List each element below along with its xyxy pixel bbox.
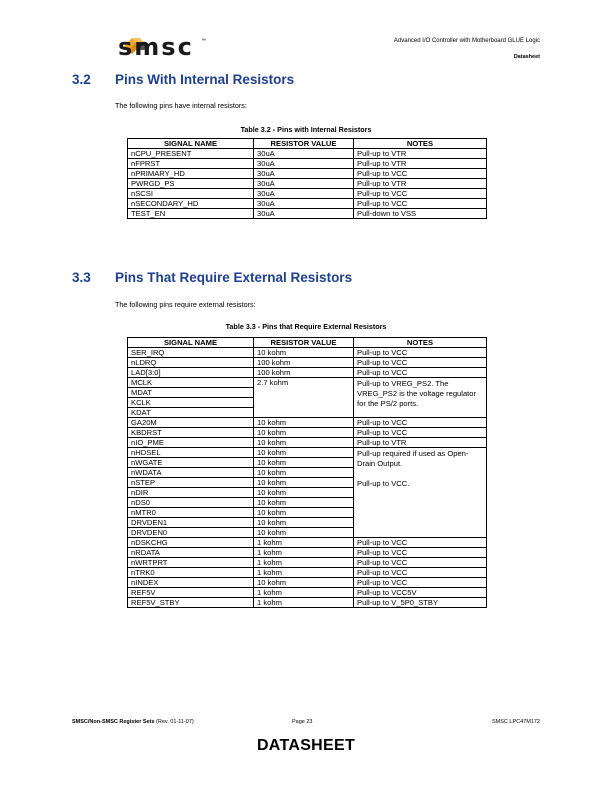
- column-header: SIGNAL NAME: [128, 139, 254, 149]
- table-cell: nFPRST: [128, 159, 254, 169]
- table-cell: nHDSEL: [128, 448, 254, 458]
- table-caption: Table 3.3 - Pins that Require External Resistors: [225, 322, 387, 331]
- table-cell: 10 kohm: [254, 498, 354, 508]
- table-cell: KCLK: [128, 398, 254, 408]
- table-cell: nDIR: [128, 488, 254, 498]
- table-cell: Pull-up to VCC: [354, 558, 487, 568]
- table-cell: REF5V_STBY: [128, 598, 254, 608]
- table-cell: 10 kohm: [254, 348, 354, 358]
- table-row: [128, 209, 487, 219]
- table-cell: 1 kohm: [254, 538, 354, 548]
- table-cell: 10 kohm: [254, 528, 354, 538]
- table-cell: nIO_PME: [128, 438, 254, 448]
- table-cell: 30uA: [254, 159, 354, 169]
- table-cell: 2.7 kohm: [254, 378, 354, 418]
- table-cell: Pull-up to VCC: [354, 189, 487, 199]
- table-cell: nSTEP: [128, 478, 254, 488]
- external-resistors-table: [127, 337, 487, 608]
- table-cell: DRVDEN0: [128, 528, 254, 538]
- table-cell: 30uA: [254, 149, 354, 159]
- footer-section-name: SMSC/Non-SMSC Register Sets: [72, 719, 155, 725]
- column-header: RESISTOR VALUE: [254, 338, 354, 348]
- table-cell: nDSKCHG: [128, 538, 254, 548]
- section-intro: The following pins have internal resistors:: [115, 101, 247, 110]
- table-cell: PWRGD_PS: [128, 179, 254, 189]
- table-cell: 10 kohm: [254, 488, 354, 498]
- table-cell: SER_IRQ: [128, 348, 254, 358]
- table-cell: 30uA: [254, 189, 354, 199]
- footer-register-sets: [72, 719, 194, 725]
- section-title: Pins With Internal Resistors: [115, 72, 295, 87]
- table-cell: Pull-up to V_5P0_STBY: [354, 598, 487, 608]
- table-cell: 100 kohm: [254, 368, 354, 378]
- table-cell: 1 kohm: [254, 558, 354, 568]
- table-cell: nWGATE: [128, 458, 254, 468]
- table-cell: nLDRQ: [128, 358, 254, 368]
- table-cell: nRDATA: [128, 548, 254, 558]
- table-row: [128, 149, 487, 159]
- table-cell: 10 kohm: [254, 518, 354, 528]
- notes-cell: Pull-up to VREG_PS2. The VREG_PS2 is the voltage regulator for the PS/2 ports.: [354, 378, 487, 418]
- table-cell: 10 kohm: [254, 448, 354, 458]
- table-cell: Pull-down to VSS: [354, 209, 487, 219]
- note-pullup-vcc: Pull-up to VCC.: [357, 479, 410, 488]
- table-cell: Pull-up to VCC: [354, 348, 487, 358]
- table-cell: 30uA: [254, 179, 354, 189]
- table-cell: Pull-up to VTR: [354, 438, 487, 448]
- notes-cell: [354, 448, 487, 538]
- table-row: [128, 348, 487, 358]
- table-cell: nPRIMARY_HD: [128, 169, 254, 179]
- table-row: [128, 159, 487, 169]
- table-row: [128, 558, 487, 568]
- table-caption: Table 3.2 - Pins with Internal Resistors: [240, 125, 372, 134]
- column-header: SIGNAL NAME: [128, 338, 254, 348]
- table-cell: nSCSI: [128, 189, 254, 199]
- page-number: Page 23: [292, 719, 313, 725]
- note-spacer: [357, 469, 483, 479]
- table-cell: nWRTPRT: [128, 558, 254, 568]
- table-cell: LAD[3:0]: [128, 368, 254, 378]
- table-cell: 30uA: [254, 209, 354, 219]
- table-cell: Pull-up to VCC: [354, 548, 487, 558]
- table-cell: 10 kohm: [254, 468, 354, 478]
- table-cell: Pull-up to VCC: [354, 428, 487, 438]
- table-row: [128, 418, 487, 428]
- table-cell: Pull-up to VCC: [354, 418, 487, 428]
- table-cell: Pull-up to VTR: [354, 159, 487, 169]
- column-header: NOTES: [354, 338, 487, 348]
- table-cell: Pull-up to VTR: [354, 179, 487, 189]
- footer-revision: (Rev. 01-11-07): [156, 719, 194, 725]
- table-cell: 30uA: [254, 199, 354, 209]
- table-cell: nCPU_PRESENT: [128, 149, 254, 159]
- table-cell: 10 kohm: [254, 478, 354, 488]
- table-cell: Pull-up to VCC: [354, 169, 487, 179]
- table-cell: Pull-up to VCC: [354, 578, 487, 588]
- section-title: Pins That Require External Resistors: [115, 270, 353, 285]
- note-open-drain: Pull-up required if used as Open-Drain Output.: [357, 449, 469, 468]
- table-header-row: [128, 139, 487, 149]
- table-cell: 1 kohm: [254, 588, 354, 598]
- table-row: [128, 428, 487, 438]
- table-cell: 30uA: [254, 169, 354, 179]
- table-cell: nINDEX: [128, 578, 254, 588]
- internal-resistors-table: [127, 138, 487, 219]
- table-row: [128, 568, 487, 578]
- table-row: [128, 598, 487, 608]
- table-row: [128, 578, 487, 588]
- section-number: 3.2: [72, 72, 91, 87]
- table-cell: Pull-up to VCC5V: [354, 588, 487, 598]
- table-cell: REF5V: [128, 588, 254, 598]
- table-row: [128, 538, 487, 548]
- table-cell: 10 kohm: [254, 428, 354, 438]
- table-row: [128, 179, 487, 189]
- section-number: 3.3: [72, 270, 91, 285]
- table-cell: nSECONDARY_HD: [128, 199, 254, 209]
- table-cell: 10 kohm: [254, 508, 354, 518]
- trademark-mark: ™: [201, 38, 206, 44]
- table-cell: 10 kohm: [254, 578, 354, 588]
- table-cell: 1 kohm: [254, 568, 354, 578]
- table-cell: 1 kohm: [254, 548, 354, 558]
- datasheet-banner: DATASHEET: [256, 737, 356, 754]
- table-cell: 10 kohm: [254, 438, 354, 448]
- table-cell: TEST_EN: [128, 209, 254, 219]
- table-cell: 10 kohm: [254, 458, 354, 468]
- table-cell: DRVDEN1: [128, 518, 254, 528]
- table-row: [128, 368, 487, 378]
- table-cell: Pull-up to VCC: [354, 538, 487, 548]
- table-cell: MDAT: [128, 388, 254, 398]
- document-type: Datasheet: [513, 54, 540, 60]
- table-row: [128, 358, 487, 368]
- column-header: NOTES: [354, 139, 487, 149]
- table-row: [128, 199, 487, 209]
- table-row: [128, 588, 487, 598]
- table-cell: nWDATA: [128, 468, 254, 478]
- document-title: Advanced I/O Controller with Motherboard GLUE Logic: [393, 38, 540, 44]
- column-header: RESISTOR VALUE: [254, 139, 354, 149]
- table-cell: Pull-up to VTR: [354, 149, 487, 159]
- table-cell: 10 kohm: [254, 418, 354, 428]
- brand-wordmark: smsc: [118, 33, 194, 61]
- table-cell: Pull-up to VCC: [354, 199, 487, 209]
- table-cell: nDS0: [128, 498, 254, 508]
- table-row: [128, 438, 487, 448]
- table-row: [128, 169, 487, 179]
- table-cell: KBDRST: [128, 428, 254, 438]
- table-row: [128, 378, 487, 388]
- table-cell: KDAT: [128, 408, 254, 418]
- table-cell: Pull-up to VCC: [354, 368, 487, 378]
- table-cell: MCLK: [128, 378, 254, 388]
- footer-part-number: SMSC LPC47M172: [492, 719, 540, 725]
- table-cell: 100 kohm: [254, 358, 354, 368]
- table-cell: Pull-up to VCC: [354, 358, 487, 368]
- section-intro: The following pins require external resistors:: [115, 300, 256, 309]
- table-header-row: [128, 338, 487, 348]
- table-cell: GA20M: [128, 418, 254, 428]
- table-cell: 1 kohm: [254, 598, 354, 608]
- table-cell: Pull-up to VCC: [354, 568, 487, 578]
- table-row: [128, 548, 487, 558]
- table-cell: nMTR0: [128, 508, 254, 518]
- table-cell: nTRK0: [128, 568, 254, 578]
- table-row: [128, 448, 487, 458]
- table-row: [128, 189, 487, 199]
